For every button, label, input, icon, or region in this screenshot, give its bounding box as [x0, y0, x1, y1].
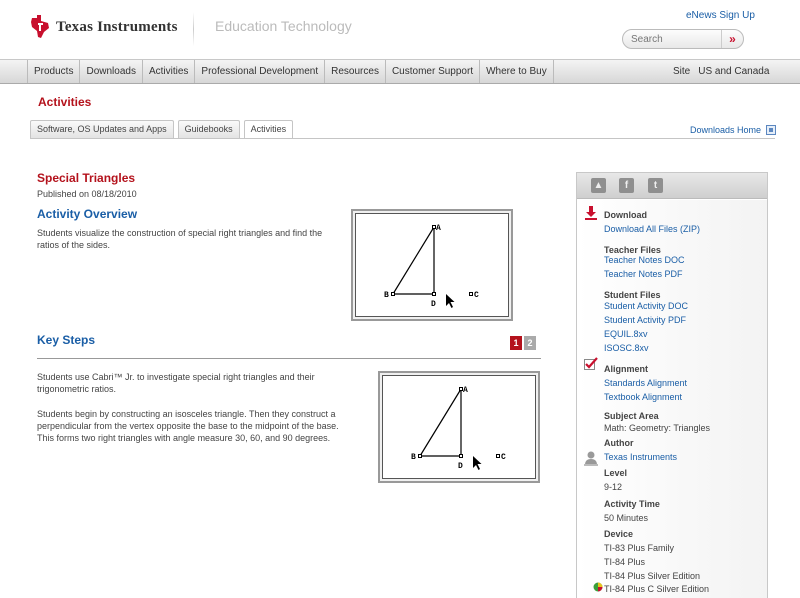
activity-time-heading: Activity Time — [604, 499, 660, 509]
site-value: US and Canada — [698, 66, 770, 77]
site-selector[interactable] — [673, 60, 769, 83]
key-steps-heading: Key Steps — [37, 333, 96, 347]
activity-title: Special Triangles — [37, 171, 136, 185]
step-pager — [510, 336, 538, 350]
device-item: TI-84 Plus — [604, 557, 646, 567]
label-c: C — [474, 291, 479, 300]
label-a: A — [436, 224, 441, 233]
ti-logo[interactable] — [30, 15, 178, 39]
calculator-screenshot-2[interactable] — [378, 371, 540, 483]
cursor-icon — [473, 456, 482, 470]
label-a: A — [463, 386, 468, 395]
device-heading: Device — [604, 529, 634, 539]
enews-signup-link[interactable]: eNews Sign Up — [686, 10, 755, 21]
activity-time-value: 50 Minutes — [604, 513, 649, 523]
header-divider — [193, 12, 194, 46]
published-date: Published on 08/18/2010 — [37, 189, 137, 199]
teacher-notes-doc-link[interactable]: Teacher Notes DOC — [604, 255, 685, 265]
search-go-button[interactable]: » — [721, 30, 743, 48]
level-heading: Level — [604, 468, 628, 478]
screen-frame — [382, 375, 536, 479]
key-steps-divider — [37, 358, 541, 359]
nav-resources[interactable]: Resources — [325, 60, 386, 83]
tab-bar — [30, 120, 297, 139]
sidebar-body — [577, 200, 767, 598]
triangle-figure — [383, 376, 535, 478]
label-d: D — [458, 462, 463, 471]
search-input[interactable] — [631, 32, 721, 47]
tab-guidebooks[interactable]: Guidebooks — [178, 120, 240, 138]
main-nav — [0, 59, 800, 84]
author-icon — [583, 450, 599, 466]
search-box — [622, 29, 744, 49]
subject-area-heading: Subject Area — [604, 411, 659, 421]
home-icon — [766, 125, 776, 135]
nav-professional-development[interactable]: Professional Development — [195, 60, 325, 83]
nav-products[interactable]: Products — [27, 60, 80, 83]
teacher-files-heading: Teacher Files — [604, 245, 661, 255]
nav-customer-support[interactable]: Customer Support — [386, 60, 480, 83]
student-activity-pdf-link[interactable]: Student Activity PDF — [604, 315, 687, 325]
device-item: TI-83 Plus Family — [604, 543, 675, 553]
subject-area-value: Math: Geometry: Triangles — [604, 423, 711, 433]
facebook-icon[interactable]: f — [619, 178, 634, 193]
section-name: Education Technology — [215, 18, 352, 34]
author-heading: Author — [604, 438, 634, 448]
downloads-home-label: Downloads Home — [690, 125, 762, 135]
standards-alignment-link[interactable]: Standards Alignment — [604, 378, 688, 388]
color-calculator-icon — [593, 582, 603, 592]
tab-divider — [30, 138, 775, 139]
device-item: TI-84 Plus Silver Edition — [604, 571, 701, 581]
download-all-zip-link[interactable]: Download All Files (ZIP) — [604, 224, 701, 234]
calculator-screenshot-1[interactable] — [351, 209, 513, 321]
nav-where-to-buy[interactable]: Where to Buy — [480, 60, 554, 83]
site-label: Site — [673, 66, 691, 77]
label-b: B — [384, 291, 389, 300]
twitter-icon[interactable]: t — [648, 178, 663, 193]
textbook-alignment-link[interactable]: Textbook Alignment — [604, 392, 683, 402]
section-title: Activities — [38, 95, 92, 109]
nav-activities[interactable]: Activities — [143, 60, 195, 83]
pager-page-2[interactable]: 2 — [524, 336, 536, 350]
tab-software-os-updates[interactable]: Software, OS Updates and Apps — [30, 120, 174, 138]
texas-logo-icon — [30, 15, 50, 39]
teacher-notes-pdf-link[interactable]: Teacher Notes PDF — [604, 269, 683, 279]
screen-frame — [355, 213, 509, 317]
student-activity-doc-link[interactable]: Student Activity DOC — [604, 301, 689, 311]
tab-activities[interactable]: Activities — [244, 120, 294, 139]
step-paragraph-2: Students begin by constructing an isosceles triangle. Then they construct a perpendicular from the vertex opposite the base to the midpoint of the base. This forms two right triangles with angle measure 30, 60, and 90 degrees. — [37, 409, 339, 443]
author-link[interactable]: Texas Instruments — [604, 452, 678, 462]
label-b: B — [411, 453, 416, 462]
share-bar — [577, 173, 767, 199]
isosc-file-link[interactable]: ISOSC.8xv — [604, 343, 649, 353]
download-heading: Download — [604, 210, 647, 220]
overview-heading: Activity Overview — [37, 207, 138, 221]
activity-sidebar — [576, 172, 768, 598]
pager-page-1[interactable]: 1 — [510, 336, 522, 350]
like-icon[interactable]: ▲ — [591, 178, 606, 193]
checkbox-check-icon — [584, 357, 598, 371]
step-paragraph-1: Students use Cabri™ Jr. to investigate special right triangles and their trigonometric ratios. — [37, 372, 315, 394]
overview-text: Students visualize the construction of special right triangles and find the ratios of the sides. — [37, 228, 323, 250]
equil-file-link[interactable]: EQUIL.8xv — [604, 329, 648, 339]
device-item: TI-84 Plus C Silver Edition — [604, 584, 710, 594]
label-c: C — [501, 453, 506, 462]
alignment-heading: Alignment — [604, 364, 648, 374]
downloads-home-link[interactable] — [690, 125, 776, 135]
level-value: 9-12 — [604, 482, 623, 492]
nav-downloads[interactable]: Downloads — [80, 60, 142, 83]
brand-name: Texas Instruments — [56, 18, 178, 35]
label-d: D — [431, 300, 436, 309]
triangle-figure — [356, 214, 508, 316]
download-icon — [584, 206, 598, 220]
cursor-icon — [446, 294, 455, 308]
student-files-heading: Student Files — [604, 290, 661, 300]
